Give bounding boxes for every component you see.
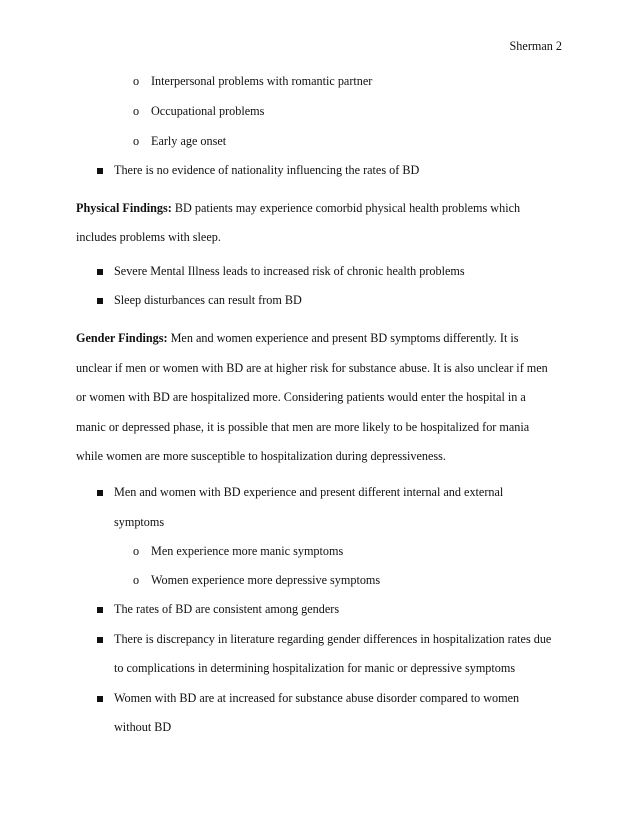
bullet-text: symptoms xyxy=(114,515,165,529)
paragraph-line xyxy=(76,200,520,216)
square-bullet-marker xyxy=(97,490,103,496)
square-bullet-marker xyxy=(97,298,103,304)
square-bullet-marker xyxy=(97,269,103,275)
paragraph-text: or women with BD are hospitalized more. Considering patients would enter the hospital in a xyxy=(76,390,526,404)
bullet-text: The rates of BD are consistent among genders xyxy=(114,602,340,616)
paragraph-text: while women are more susceptible to hospitalization during depressiveness. xyxy=(76,449,446,463)
sub-bullet-text: Interpersonal problems with romantic partner xyxy=(151,74,373,88)
bullet-text: Severe Mental Illness leads to increased risk of chronic health problems xyxy=(114,264,465,278)
square-bullet-marker xyxy=(97,607,103,613)
square-bullet-marker xyxy=(97,168,103,174)
sub-bullet-marker: o xyxy=(133,74,140,88)
paragraph-text: Men and women experience and present BD symptoms differently. It is xyxy=(170,331,519,345)
paragraph-text: BD patients may experience comorbid physical health problems which xyxy=(174,201,521,215)
section-heading-physical: Physical Findings: xyxy=(76,201,172,215)
bullet-text: There is discrepancy in literature regarding gender differences in hospitalization rates due xyxy=(114,632,552,646)
square-bullet-marker xyxy=(97,696,103,702)
sub-bullet-marker: o xyxy=(133,104,140,118)
paragraph-text: includes problems with sleep. xyxy=(76,230,221,244)
sub-bullet-text: Women experience more depressive symptoms xyxy=(151,573,381,587)
paragraph-text: manic or depressed phase, it is possible that men are more likely to be hospitalized for mania xyxy=(76,420,530,434)
bullet-text: Sleep disturbances can result from BD xyxy=(114,293,302,307)
bullet-text: Women with BD are at increased for substance abuse disorder compared to women xyxy=(114,691,520,705)
sub-bullet-text: Occupational problems xyxy=(151,104,265,118)
bullet-text: There is no evidence of nationality influencing the rates of BD xyxy=(114,163,420,177)
section-heading-gender: Gender Findings: xyxy=(76,331,168,345)
sub-bullet-marker: o xyxy=(133,134,140,148)
square-bullet-marker xyxy=(97,637,103,643)
sub-bullet-text: Early age onset xyxy=(151,134,227,148)
sub-bullet-marker: o xyxy=(133,544,140,558)
paragraph-text: unclear if men or women with BD are at higher risk for substance abuse. It is also unclear if men xyxy=(76,361,548,375)
bullet-text: Men and women with BD experience and present different internal and external xyxy=(114,485,504,499)
bullet-text: without BD xyxy=(114,720,172,734)
bullet-text: to complications in determining hospitalization for manic or depressive symptoms xyxy=(114,661,516,675)
running-head: Sherman 2 xyxy=(509,39,562,53)
sub-bullet-text: Men experience more manic symptoms xyxy=(151,544,344,558)
paragraph-line xyxy=(76,330,519,346)
sub-bullet-marker: o xyxy=(133,573,140,587)
